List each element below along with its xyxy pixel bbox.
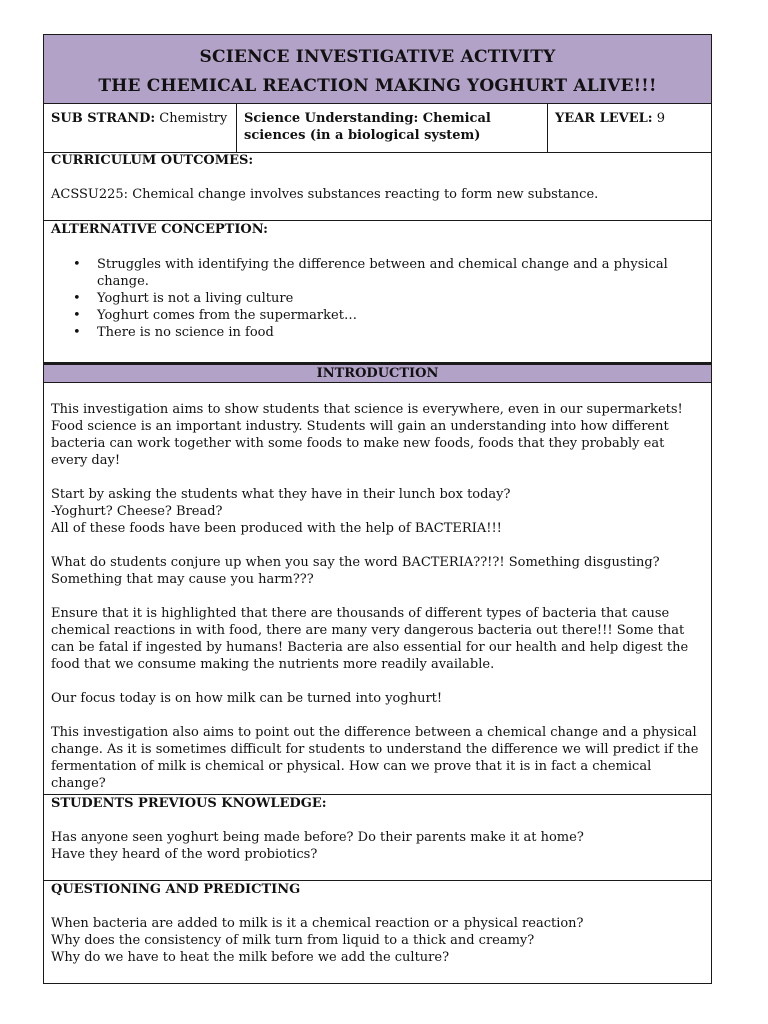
document-title: SCIENCE INVESTIGATIVE ACTIVITY	[199, 47, 556, 67]
list-item	[73, 256, 704, 290]
intro-paragraph: What do students conjure up when you say the word BACTERIA??!?! Something disgusting? Something that may cause you harm???	[51, 555, 660, 587]
list-item-text: Yoghurt is not a living culture	[97, 291, 294, 306]
alternative-conception-heading: ALTERNATIVE CONCEPTION:	[51, 222, 268, 237]
previous-knowledge-section	[44, 795, 711, 881]
bullet-icon: •	[73, 257, 81, 272]
introduction-heading: INTRODUCTION	[44, 363, 711, 383]
questioning-heading: QUESTIONING AND PREDICTING	[51, 882, 301, 897]
sub-strand-label: SUB STRAND:	[51, 111, 156, 126]
bullet-icon: •	[73, 325, 81, 340]
alternative-conception-list	[51, 256, 704, 341]
list-item	[73, 324, 704, 341]
alternative-conception-section	[44, 221, 711, 363]
science-understanding-label: Science Understanding: Chemical sciences (in a biological system)	[244, 111, 491, 143]
sub-strand-value: Chemistry	[155, 111, 228, 126]
activity-table	[43, 34, 712, 984]
questioning-text: When bacteria are added to milk is it a chemical reaction or a physical reaction? Why does the consistency of milk turn from liquid to a thick and creamy? Why do we have to heat the milk before we add the culture?	[51, 916, 584, 965]
curriculum-outcomes-heading: CURRICULUM OUTCOMES:	[51, 153, 254, 168]
previous-knowledge-text: Has anyone seen yoghurt being made before? Do their parents make it at home? Have they heard of the word probiotics?	[51, 830, 584, 862]
intro-paragraph: Ensure that it is highlighted that there are thousands of different types of bacteria that cause chemical reactions in with food, there are many very dangerous bacteria out there!!! Some that can be fatal if ingested by humans! Bacteria are also essential for our health and help digest the food that we consume making the nutrients more readily available.	[51, 606, 689, 672]
intro-paragraph: This investigation also aims to point out the difference between a chemical change and a physical change. As it is sometimes difficult for students to understand the difference we will predict if the fermentation of milk is chemical or physical. How can we prove that it is in fact a chemical change?	[51, 725, 699, 791]
title-banner	[44, 35, 711, 104]
introduction-section	[44, 383, 711, 795]
curriculum-outcomes-text: ACSSU225: Chemical change involves substances reacting to form new substance.	[51, 187, 599, 202]
science-understanding-cell	[237, 104, 548, 152]
bullet-icon: •	[73, 291, 81, 306]
year-level-cell	[548, 104, 711, 152]
year-level-value: 9	[652, 111, 665, 126]
document-subtitle: THE CHEMICAL REACTION MAKING YOGHURT ALIVE!!!	[98, 76, 657, 96]
list-item	[73, 307, 704, 324]
curriculum-outcomes-section	[44, 152, 711, 221]
year-level-label: YEAR LEVEL:	[555, 111, 653, 126]
intro-paragraph: Start by asking the students what they have in their lunch box today? -Yoghurt? Cheese? Bread? All of these foods have been produced with the help of BACTERIA!!!	[51, 487, 511, 536]
bullet-icon: •	[73, 308, 81, 323]
sub-strand-cell	[44, 104, 237, 152]
intro-paragraph: This investigation aims to show students that science is everywhere, even in our supermarkets! Food science is an important industry. Students will gain an understanding into how different bacteria can work together with some foods to make new foods, foods that they probably eat every day!	[51, 402, 683, 468]
list-item-text: Yoghurt comes from the supermarket…	[97, 308, 357, 323]
previous-knowledge-heading: STUDENTS PREVIOUS KNOWLEDGE:	[51, 796, 327, 811]
meta-row	[44, 104, 711, 153]
list-item-text: There is no science in food	[97, 325, 274, 340]
list-item	[73, 290, 704, 307]
intro-paragraph: Our focus today is on how milk can be turned into yoghurt!	[51, 691, 443, 706]
list-item-text: Struggles with identifying the difference between and chemical change and a physical change.	[97, 257, 668, 289]
questioning-section	[44, 881, 711, 983]
